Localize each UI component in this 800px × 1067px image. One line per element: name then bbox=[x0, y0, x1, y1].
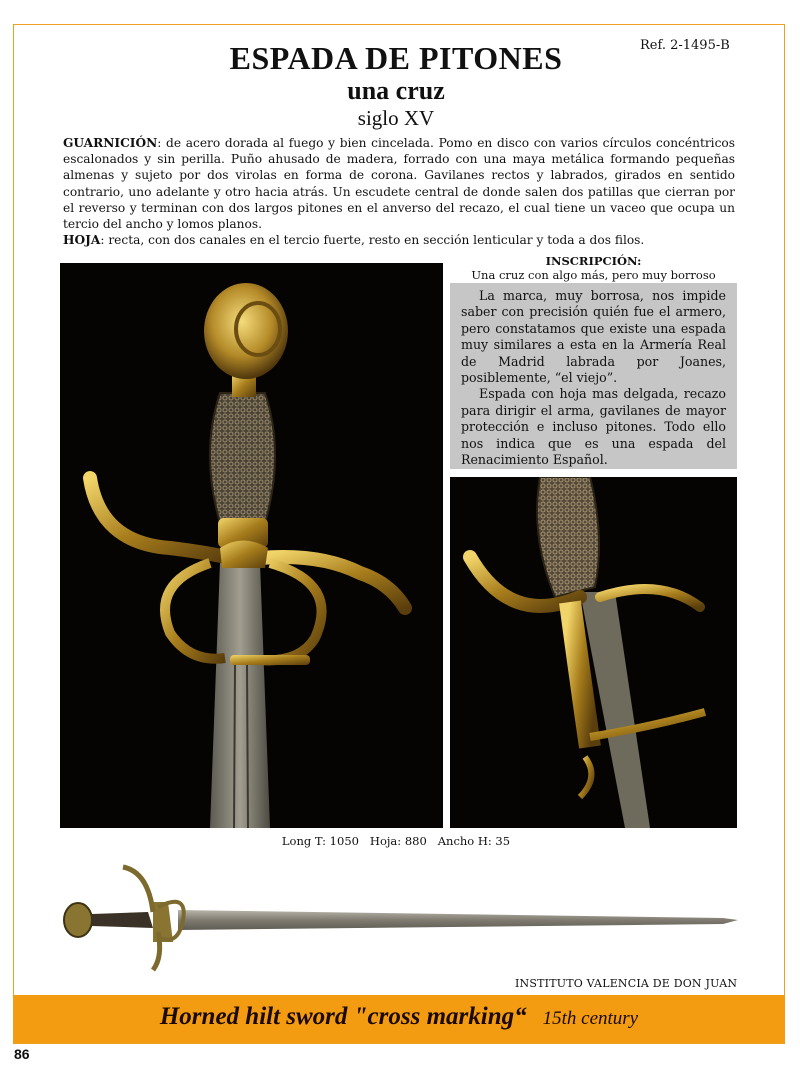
guarnicion-paragraph bbox=[63, 135, 735, 232]
commentary-paragraph-1: La marca, muy borrosa, nos impide saber con precisión quién fue el armero, pero constatamos que existe una espada muy similares a esta en la Armería Real de Madrid labrada por Joanes, posiblemente, “el viejo”. bbox=[461, 288, 726, 386]
reference-number: Ref. 2-1495-B bbox=[640, 38, 730, 53]
hilt-photo-detail bbox=[450, 477, 737, 828]
guarnicion-label: GUARNICIÓN bbox=[63, 136, 158, 150]
banner-main-title: Horned hilt sword "cross marking“ bbox=[159, 1003, 527, 1030]
century-label: siglo XV bbox=[357, 106, 435, 130]
hoja-paragraph bbox=[63, 232, 735, 248]
english-title-banner bbox=[13, 995, 785, 1043]
commentary-box bbox=[450, 283, 737, 469]
dimensions-caption: Long T: 1050 Hoja: 880 Ancho H: 35 bbox=[281, 834, 511, 848]
hilt-detail-illustration bbox=[450, 477, 737, 828]
inscription-label: INSCRIPCIÓN: bbox=[545, 254, 642, 268]
inscription-text: Una cruz con algo más, pero muy borroso bbox=[471, 268, 716, 282]
banner-text bbox=[13, 1003, 785, 1031]
hilt-main-illustration bbox=[60, 263, 443, 828]
commentary-paragraph-2: Espada con hoja mas delgada, recazo para dirigir el arma, gavilanes de mayor protección e incluso pitones. Todo ello nos indica que es una espada del Renacimiento Español. bbox=[461, 386, 726, 468]
page-number: 86 bbox=[14, 1046, 30, 1062]
guarnicion-text: : de acero dorada al fuego y bien cincelada. Pomo en disco con varios círculos concéntricos escalonados y sin perilla. Puño ahusado de madera, forrado con una maya metálica formando pequeñas almenas y sujeto por dos virolas en forma de corona. Gavilanes rectos y labrados, girados en sentido contrario, uno adelante y otro hacia atrás. Un escudete central de donde salen dos patillas que cierran por el reverso y terminan con dos largos pitones en el anverso del recazo, el cual tiene un vaceo que ocupa un tercio del ancho y lomos planos. bbox=[63, 136, 735, 232]
hoja-label: HOJA bbox=[63, 233, 101, 248]
institute-credit: INSTITUTO VALENCIA DE DON JUAN bbox=[515, 977, 738, 990]
full-sword-photo bbox=[58, 862, 738, 982]
description-block bbox=[63, 135, 735, 248]
banner-century: 15th century bbox=[542, 1008, 639, 1029]
hilt-photo-main bbox=[60, 263, 443, 828]
hoja-text: : recta, con dos canales en el tercio fuerte, resto en sección lenticular y toda a dos filos. bbox=[100, 233, 645, 248]
page-title: ESPADA DE PITONES bbox=[229, 40, 563, 76]
page-subtitle: una cruz bbox=[347, 76, 445, 105]
